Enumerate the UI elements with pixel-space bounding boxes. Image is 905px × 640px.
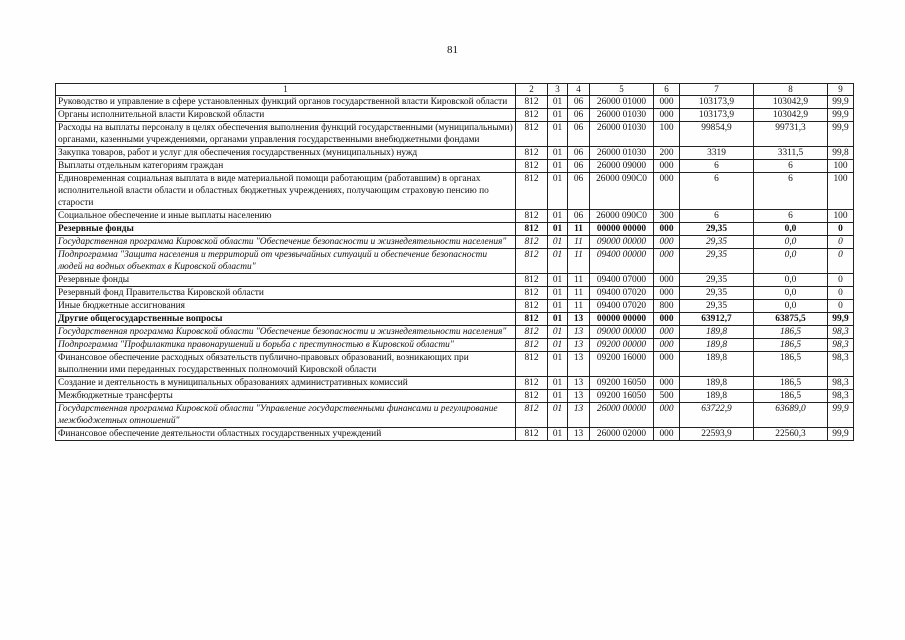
execution-percent: 98,3 <box>828 390 854 403</box>
table-row <box>56 287 854 300</box>
executed-amount: 103042,9 <box>754 96 828 109</box>
section-code: 01 <box>548 428 568 441</box>
subsection-code: 06 <box>568 160 590 173</box>
executed-amount: 3311,5 <box>754 147 828 160</box>
executed-amount: 6 <box>754 160 828 173</box>
expense-type-code: 000 <box>654 249 680 274</box>
section-code: 01 <box>548 210 568 223</box>
row-name: Подпрограмма "Профилактика правонарушений и борьба с преступностью в Кировской области" <box>56 339 516 352</box>
executed-amount: 186,5 <box>754 352 828 377</box>
executed-amount: 0,0 <box>754 287 828 300</box>
chapter-code: 812 <box>516 352 548 377</box>
table-row <box>56 223 854 236</box>
row-name: Государственная программа Кировской области "Обеспечение безопасности и жизнедеятельности населения" <box>56 236 516 249</box>
section-code: 01 <box>548 274 568 287</box>
planned-amount: 29,35 <box>680 287 754 300</box>
expense-type-code: 800 <box>654 300 680 313</box>
section-code: 01 <box>548 96 568 109</box>
execution-percent: 98,3 <box>828 377 854 390</box>
chapter-code: 812 <box>516 390 548 403</box>
expense-type-code: 200 <box>654 147 680 160</box>
table-header-row <box>56 84 854 96</box>
target-article-code: 26000 01030 <box>590 109 654 122</box>
execution-percent: 99,9 <box>828 109 854 122</box>
target-article-code: 09400 07020 <box>590 287 654 300</box>
target-article-code: 09400 00000 <box>590 249 654 274</box>
planned-amount: 29,35 <box>680 249 754 274</box>
chapter-code: 812 <box>516 313 548 326</box>
chapter-code: 812 <box>516 160 548 173</box>
execution-percent: 0 <box>828 236 854 249</box>
section-code: 01 <box>548 352 568 377</box>
table-row <box>56 428 854 441</box>
subsection-code: 13 <box>568 352 590 377</box>
subsection-code: 11 <box>568 300 590 313</box>
row-name: Финансовое обеспечение деятельности областных государственных учреждений <box>56 428 516 441</box>
planned-amount: 29,35 <box>680 300 754 313</box>
expense-type-code: 000 <box>654 377 680 390</box>
target-article-code: 09000 00000 <box>590 236 654 249</box>
planned-amount: 189,8 <box>680 390 754 403</box>
chapter-code: 812 <box>516 326 548 339</box>
planned-amount: 63912,7 <box>680 313 754 326</box>
chapter-code: 812 <box>516 147 548 160</box>
execution-percent: 99,9 <box>828 403 854 428</box>
execution-percent: 100 <box>828 173 854 210</box>
chapter-code: 812 <box>516 403 548 428</box>
subsection-code: 11 <box>568 249 590 274</box>
row-name: Подпрограмма "Защита населения и территорий от чрезвычайных ситуаций и обеспечение безопасности людей на водных объектах в Кировской области" <box>56 249 516 274</box>
execution-percent: 0 <box>828 287 854 300</box>
table-row <box>56 122 854 147</box>
subsection-code: 13 <box>568 390 590 403</box>
row-name: Иные бюджетные ассигнования <box>56 300 516 313</box>
execution-percent: 99,9 <box>828 313 854 326</box>
subsection-code: 13 <box>568 428 590 441</box>
chapter-code: 812 <box>516 109 548 122</box>
table-row <box>56 147 854 160</box>
planned-amount: 29,35 <box>680 236 754 249</box>
target-article-code: 09000 00000 <box>590 326 654 339</box>
executed-amount: 186,5 <box>754 390 828 403</box>
expense-type-code: 300 <box>654 210 680 223</box>
executed-amount: 99731,3 <box>754 122 828 147</box>
target-article-code: 09400 07020 <box>590 300 654 313</box>
planned-amount: 99854,9 <box>680 122 754 147</box>
section-code: 01 <box>548 223 568 236</box>
expense-type-code: 000 <box>654 403 680 428</box>
chapter-code: 812 <box>516 96 548 109</box>
table-row <box>56 390 854 403</box>
execution-percent: 100 <box>828 210 854 223</box>
subsection-code: 13 <box>568 326 590 339</box>
target-article-code: 26000 09000 <box>590 160 654 173</box>
expense-type-code: 000 <box>654 223 680 236</box>
planned-amount: 6 <box>680 173 754 210</box>
subsection-code: 11 <box>568 287 590 300</box>
execution-percent: 98,3 <box>828 339 854 352</box>
subsection-code: 13 <box>568 403 590 428</box>
table-row <box>56 160 854 173</box>
column-header: 1 <box>56 84 516 96</box>
row-name: Социальное обеспечение и иные выплаты населению <box>56 210 516 223</box>
section-code: 01 <box>548 390 568 403</box>
expense-type-code: 000 <box>654 96 680 109</box>
row-name: Расходы на выплаты персоналу в целях обеспечения выполнения функций государственными (муниципальными) органами, казенными учреждениями, органами управления государственными внебюджетными фондами <box>56 122 516 147</box>
table-row <box>56 96 854 109</box>
target-article-code: 09200 16050 <box>590 377 654 390</box>
target-article-code: 09200 16050 <box>590 390 654 403</box>
row-name: Резервные фонды <box>56 223 516 236</box>
expense-type-code: 000 <box>654 274 680 287</box>
section-code: 01 <box>548 403 568 428</box>
section-code: 01 <box>548 287 568 300</box>
expense-type-code: 000 <box>654 326 680 339</box>
subsection-code: 13 <box>568 377 590 390</box>
planned-amount: 103173,9 <box>680 109 754 122</box>
execution-percent: 0 <box>828 300 854 313</box>
target-article-code: 09200 00000 <box>590 339 654 352</box>
executed-amount: 186,5 <box>754 339 828 352</box>
executed-amount: 63875,5 <box>754 313 828 326</box>
chapter-code: 812 <box>516 210 548 223</box>
row-name: Резервные фонды <box>56 274 516 287</box>
row-name: Межбюджетные трансферты <box>56 390 516 403</box>
executed-amount: 6 <box>754 210 828 223</box>
expense-type-code: 000 <box>654 339 680 352</box>
chapter-code: 812 <box>516 377 548 390</box>
executed-amount: 0,0 <box>754 274 828 287</box>
planned-amount: 189,8 <box>680 377 754 390</box>
subsection-code: 06 <box>568 147 590 160</box>
table-body <box>56 96 854 441</box>
expense-type-code: 000 <box>654 109 680 122</box>
chapter-code: 812 <box>516 249 548 274</box>
table-row <box>56 403 854 428</box>
table-row <box>56 339 854 352</box>
chapter-code: 812 <box>516 223 548 236</box>
column-header: 2 <box>516 84 548 96</box>
execution-percent: 98,3 <box>828 326 854 339</box>
subsection-code: 06 <box>568 210 590 223</box>
planned-amount: 6 <box>680 210 754 223</box>
subsection-code: 06 <box>568 122 590 147</box>
row-name: Создание и деятельность в муниципальных образованиях административных комиссий <box>56 377 516 390</box>
execution-percent: 0 <box>828 223 854 236</box>
subsection-code: 13 <box>568 339 590 352</box>
row-name: Государственная программа Кировской области "Обеспечение безопасности и жизнедеятельности населения" <box>56 326 516 339</box>
planned-amount: 29,35 <box>680 223 754 236</box>
target-article-code: 26000 090С0 <box>590 210 654 223</box>
table-row <box>56 249 854 274</box>
expense-type-code: 000 <box>654 428 680 441</box>
chapter-code: 812 <box>516 287 548 300</box>
subsection-code: 11 <box>568 223 590 236</box>
section-code: 01 <box>548 326 568 339</box>
expense-type-code: 000 <box>654 313 680 326</box>
target-article-code: 09200 16000 <box>590 352 654 377</box>
executed-amount: 22560,3 <box>754 428 828 441</box>
chapter-code: 812 <box>516 428 548 441</box>
expense-type-code: 000 <box>654 160 680 173</box>
column-header: 8 <box>754 84 828 96</box>
target-article-code: 26000 02000 <box>590 428 654 441</box>
expense-type-code: 500 <box>654 390 680 403</box>
executed-amount: 186,5 <box>754 377 828 390</box>
execution-percent: 99,8 <box>828 147 854 160</box>
row-name: Резервный фонд Правительства Кировской области <box>56 287 516 300</box>
row-name: Руководство и управление в сфере установленных функций органов государственной власти Кировской области <box>56 96 516 109</box>
subsection-code: 06 <box>568 173 590 210</box>
subsection-code: 13 <box>568 313 590 326</box>
target-article-code: 26000 00000 <box>590 403 654 428</box>
section-code: 01 <box>548 249 568 274</box>
section-code: 01 <box>548 339 568 352</box>
target-article-code: 09400 07000 <box>590 274 654 287</box>
expense-type-code: 000 <box>654 287 680 300</box>
chapter-code: 812 <box>516 173 548 210</box>
planned-amount: 189,8 <box>680 339 754 352</box>
row-name: Финансовое обеспечение расходных обязательств публично-правовых образований, возникающих при выполнении ими переданных государственных полномочий Кировской области <box>56 352 516 377</box>
executed-amount: 6 <box>754 173 828 210</box>
column-header: 9 <box>828 84 854 96</box>
table-row <box>56 274 854 287</box>
section-code: 01 <box>548 173 568 210</box>
chapter-code: 812 <box>516 122 548 147</box>
planned-amount: 63722,9 <box>680 403 754 428</box>
execution-percent: 99,9 <box>828 122 854 147</box>
section-code: 01 <box>548 109 568 122</box>
planned-amount: 3319 <box>680 147 754 160</box>
expense-type-code: 100 <box>654 122 680 147</box>
executed-amount: 63689,0 <box>754 403 828 428</box>
execution-percent: 99,9 <box>828 96 854 109</box>
table-row <box>56 173 854 210</box>
executed-amount: 0,0 <box>754 223 828 236</box>
row-name: Единовременная социальная выплата в виде материальной помощи работающим (работавшим) в органах исполнительной власти области и областных бюджетных учреждениях, получающим страховую пенсию по старости <box>56 173 516 210</box>
row-name: Закупка товаров, работ и услуг для обеспечения государственных (муниципальных) нужд <box>56 147 516 160</box>
column-header: 6 <box>654 84 680 96</box>
execution-percent: 98,3 <box>828 352 854 377</box>
target-article-code: 26000 01030 <box>590 122 654 147</box>
table-row <box>56 109 854 122</box>
subsection-code: 06 <box>568 109 590 122</box>
expense-type-code: 000 <box>654 236 680 249</box>
column-header: 4 <box>568 84 590 96</box>
planned-amount: 6 <box>680 160 754 173</box>
planned-amount: 189,8 <box>680 352 754 377</box>
row-name: Органы исполнительной власти Кировской области <box>56 109 516 122</box>
section-code: 01 <box>548 122 568 147</box>
section-code: 01 <box>548 147 568 160</box>
column-header: 3 <box>548 84 568 96</box>
target-article-code: 00000 00000 <box>590 223 654 236</box>
table-row <box>56 313 854 326</box>
chapter-code: 812 <box>516 339 548 352</box>
section-code: 01 <box>548 160 568 173</box>
table-row <box>56 300 854 313</box>
planned-amount: 29,35 <box>680 274 754 287</box>
executed-amount: 103042,9 <box>754 109 828 122</box>
section-code: 01 <box>548 377 568 390</box>
table-row <box>56 377 854 390</box>
row-name: Выплаты отдельным категориям граждан <box>56 160 516 173</box>
expense-type-code: 000 <box>654 352 680 377</box>
target-article-code: 26000 090С0 <box>590 173 654 210</box>
executed-amount: 186,5 <box>754 326 828 339</box>
row-name: Другие общегосударственные вопросы <box>56 313 516 326</box>
section-code: 01 <box>548 236 568 249</box>
execution-percent: 99,9 <box>828 428 854 441</box>
subsection-code: 11 <box>568 236 590 249</box>
planned-amount: 103173,9 <box>680 96 754 109</box>
executed-amount: 0,0 <box>754 236 828 249</box>
budget-table <box>55 83 854 441</box>
subsection-code: 06 <box>568 96 590 109</box>
target-article-code: 00000 00000 <box>590 313 654 326</box>
planned-amount: 189,8 <box>680 326 754 339</box>
table-row <box>56 236 854 249</box>
section-code: 01 <box>548 300 568 313</box>
section-code: 01 <box>548 313 568 326</box>
chapter-code: 812 <box>516 274 548 287</box>
planned-amount: 22593,9 <box>680 428 754 441</box>
execution-percent: 100 <box>828 160 854 173</box>
executed-amount: 0,0 <box>754 249 828 274</box>
target-article-code: 26000 01030 <box>590 147 654 160</box>
target-article-code: 26000 01000 <box>590 96 654 109</box>
executed-amount: 0,0 <box>754 300 828 313</box>
expense-type-code: 000 <box>654 173 680 210</box>
table-row <box>56 326 854 339</box>
page-number: 81 <box>447 44 458 56</box>
row-name: Государственная программа Кировской области "Управление государственными финансами и регулирование межбюджетных отношений" <box>56 403 516 428</box>
execution-percent: 0 <box>828 249 854 274</box>
table-row <box>56 352 854 377</box>
execution-percent: 0 <box>828 274 854 287</box>
subsection-code: 11 <box>568 274 590 287</box>
column-header: 5 <box>590 84 654 96</box>
table-row <box>56 210 854 223</box>
chapter-code: 812 <box>516 300 548 313</box>
column-header: 7 <box>680 84 754 96</box>
chapter-code: 812 <box>516 236 548 249</box>
